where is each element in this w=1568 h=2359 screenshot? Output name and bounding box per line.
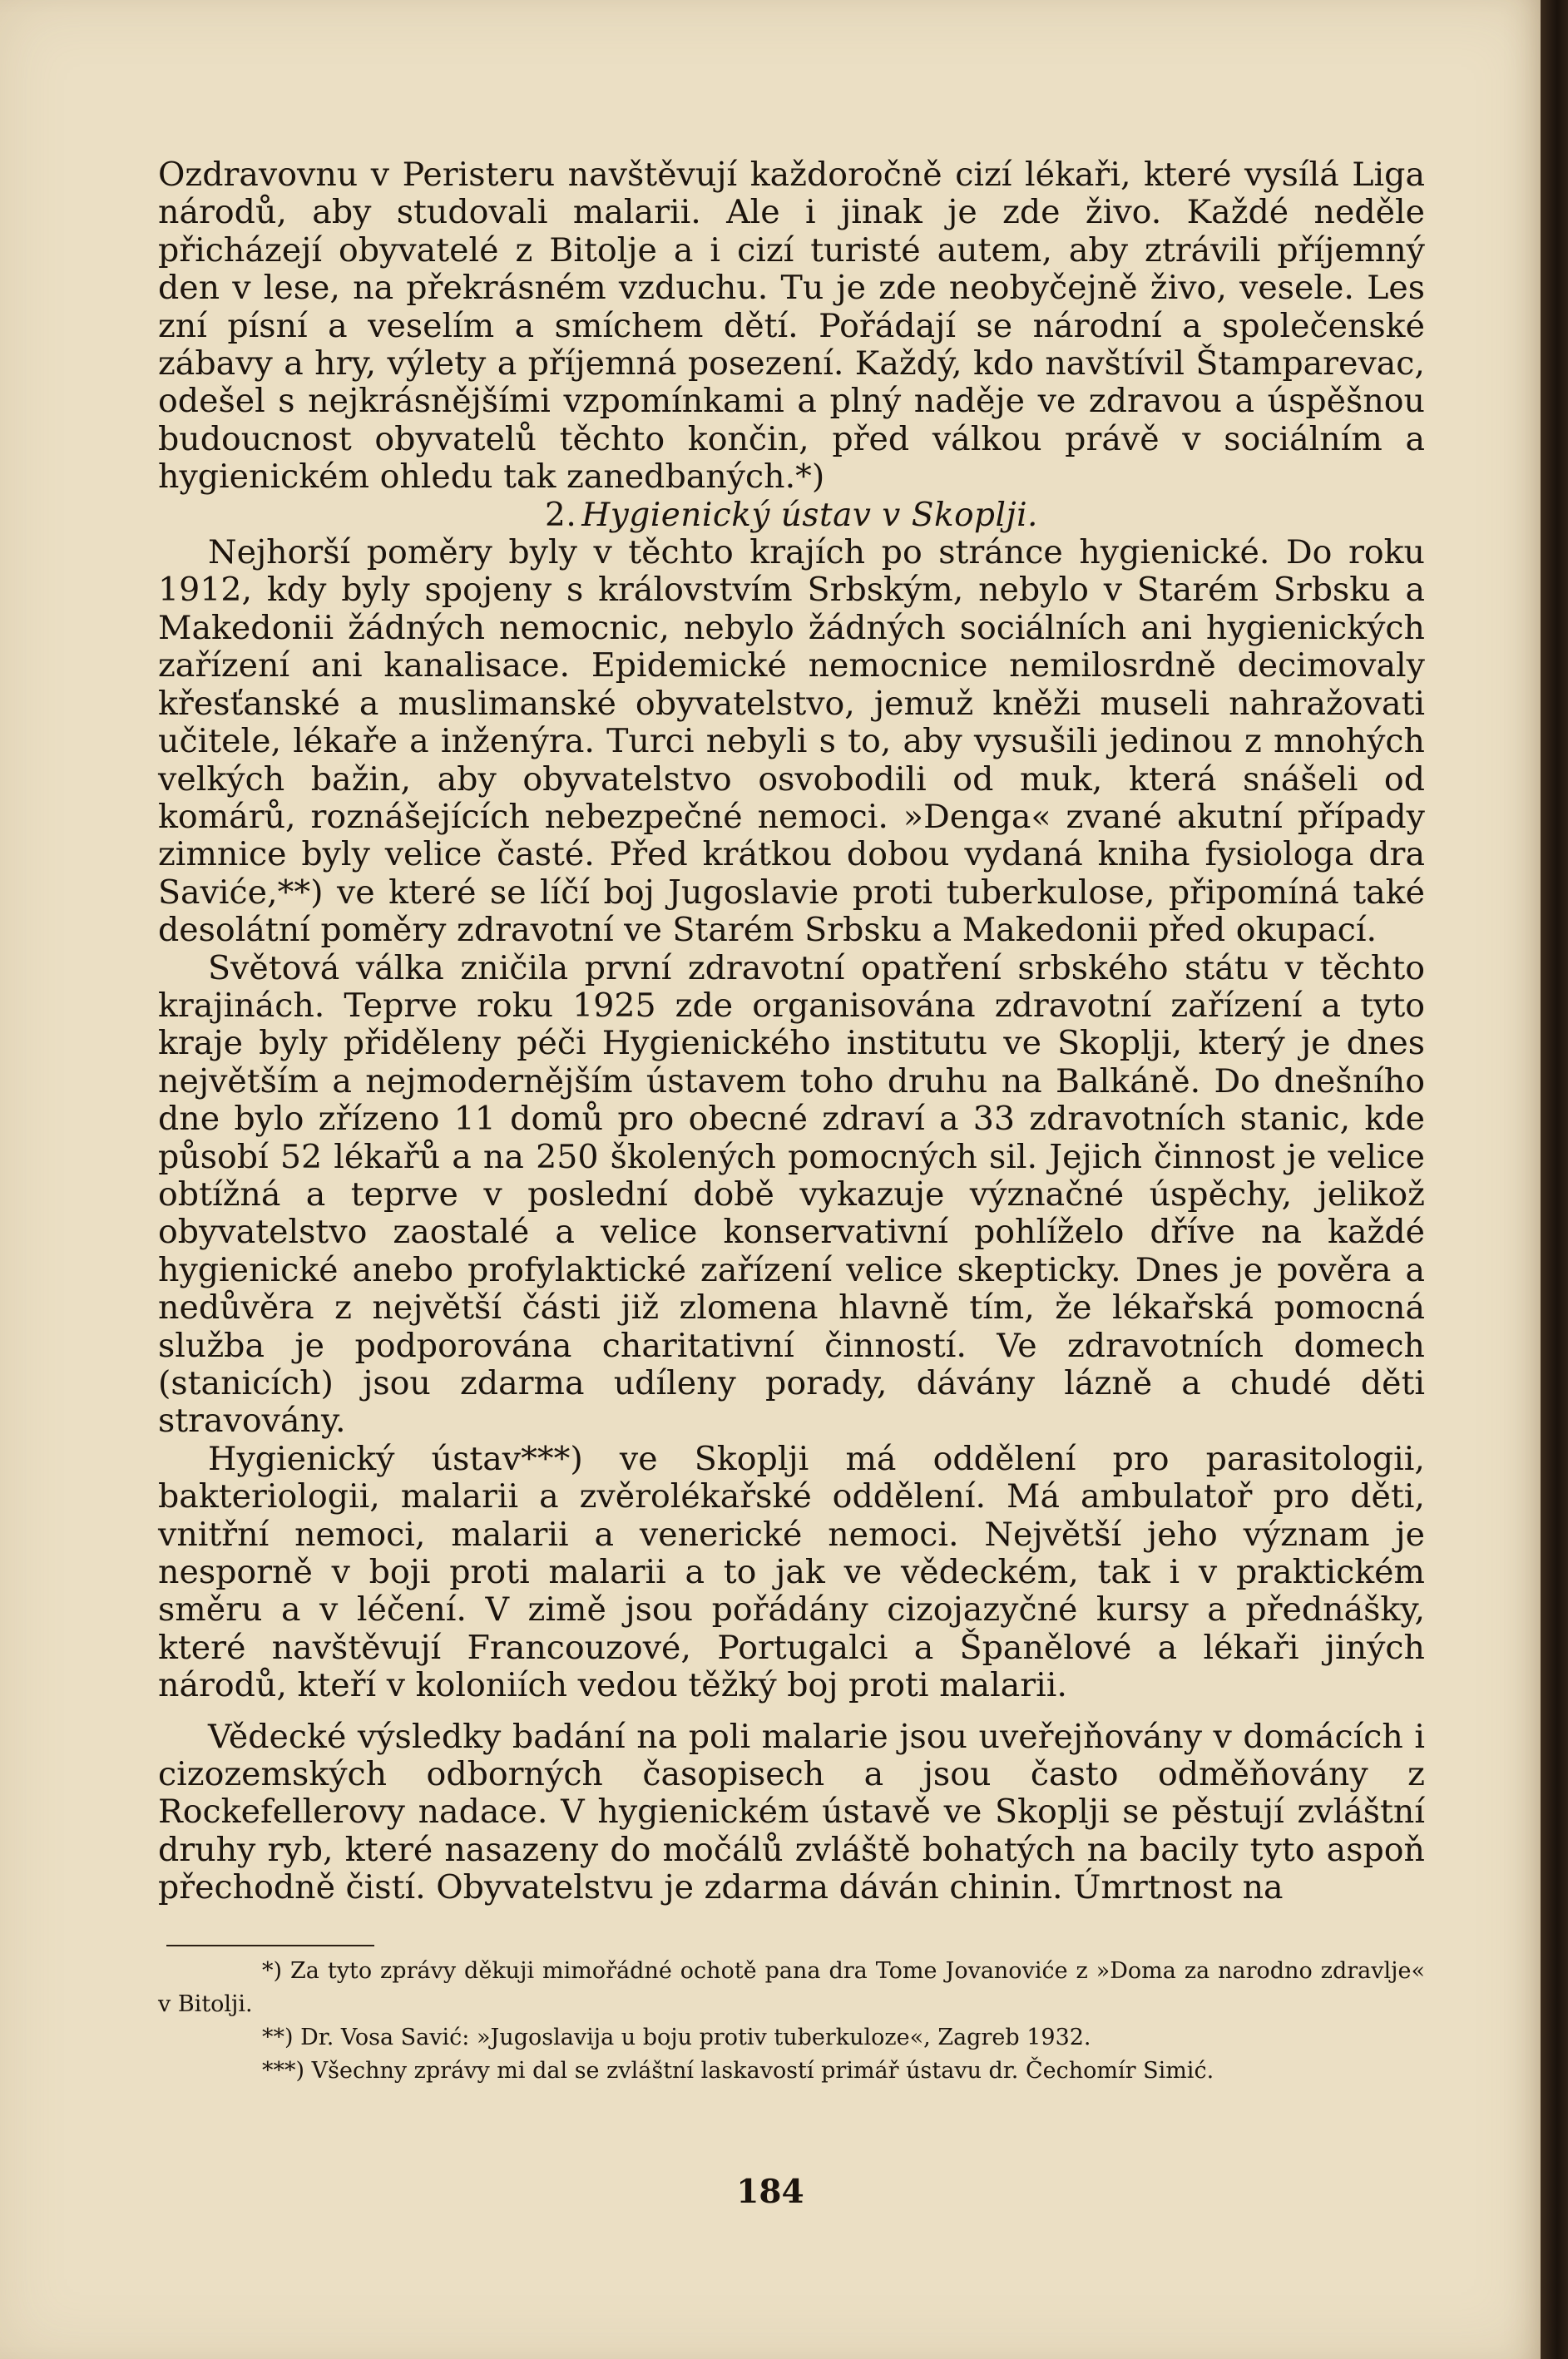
footnote-divider [166,1945,374,1946]
paragraph-5: Vědecké výsledky badání na poli malarie jsou uveřejňovány v domácích i cizozemských odborných časopisech a jsou často odměňovány z Rockefellerovy nadace. V hygienickém ústavě ve Skoplji se pěstují zvláštní druhy ryb, které nasazeny do močálů zvláště bohatých na bacily tyto aspoň přechodně čistí. Obyvatelstvu je zdarma dáván chinin. Úmrtnost na [158,1717,1425,1907]
section-title: Hygienický ústav v Skoplji. [581,496,1038,534]
paragraph-1: Ozdravovnu v Peristeru navštěvují každoročně cizí lékaři, které vysílá Liga národů, aby studovali malarii. Ale i jinak je zde živo. Každé neděle přicházejí obyvatelé z Bitolje a i cizí turisté autem, aby ztrávili příjemný den v lese, na překrásném vzduchu. Tu je zde neobyčejně živo, vesele. Les zní písní a veselím a smíchem dětí. Pořádají se národní a společenské zábavy a hry, výlety a příjemná posezení. Každý, kdo navštívil Štamparevac, odešel s nejkrásnějšími vzpomínkami a plný naděje ve zdravou a úspěšnou budoucnost obyvatelů těchto končin, před válkou právě v sociálním a hygienickém ohledu tak zanedbaných.*) [158,156,1425,497]
section-number: 2. [545,496,577,534]
footnote-3: ***) Všechny zprávy mi dal se zvláštní laskavostí primář ústavu dr. Čechomír Simić. [262,2058,1214,2084]
book-spine-edge [1541,0,1568,2359]
paragraph-4: Hygienický ústav***) ve Skoplji má oddělení pro parasitologii, bakteriologii, malarii a zvěrolékařské oddělení. Má ambulatoř pro děti, vnitřní nemoci, malarii a venerické nemoci. Největší jeho význam je nesporně v boji proti malarii a to jak ve vědeckém, tak i v praktickém směru a v léčení. V zimě jsou pořádány cizojazyčné kursy a přednášky, které navštěvují Francouzové, Portugalci a Španělové a lékaři jiných národů, kteří v koloniích vedou těžký boj proti malarii. [158,1439,1425,1705]
footnote-1: *) Za tyto zprávy děkuji mimořádné ochotě pana dra Tome Jovanoviće z »Doma za narodno zdravlje« v Bitolji. [158,1958,1425,2017]
footnote-2: **) Dr. Vosa Savić: »Jugoslavija u boju protiv tuberkuloze«, Zagreb 1932. [262,2025,1091,2050]
body-text [158,156,1425,1907]
paragraph-2: Nejhorší poměry byly v těchto krajích po stránce hygienické. Do roku 1912, kdy byly spojeny s královstvím Srbským, nebylo v Starém Srbsku a Makedonii žádných nemocnic, nebylo žádných sociálních ani hygienických zařízení ani kanalisace. Epidemické nemocnice nemilosrdně decimovaly křesťanské a muslimanské obyvatelstvo, jemuž kněži museli nahražovati učitele, lékaře a inženýra. Turci nebyli s to, aby vysušili jedinou z mnohých velkých bažin, aby obyvatelstvo osvobodili od muk, která snášeli od komárů, roznášejících nebezpečné nemoci. »Denga« zvané akutní případy zimnice byly velice časté. Před krátkou dobou vydaná kniha fysiologa dra Saviće,**) ve které se líčí boj Jugoslavie proti tuberkulose, připomíná také desolátní poměry zdravotní ve Starém Srbsku a Makedonii před okupací. [158,533,1425,950]
paragraph-3: Světová válka zničila první zdravotní opatření srbského státu v těchto krajinách. Teprve roku 1925 zde organisována zdravotní zařízení a tyto kraje byly přiděleny péči Hygienického institutu ve Skoplji, který je dnes největším a nejmodernějším ústavem toho druhu na Balkáně. Do dnešního dne bylo zřízeno 11 domů pro obecné zdraví a 33 zdravotních stanic, kde působí 52 lékařů a na 250 školených pomocných sil. Jejich činnost je velice obtížná a teprve v poslední době vykazuje význačné úspěchy, jelikož obyvatelstvo zaostalé a velice konservativní pohlíželo dříve na každé hygienické anebo profylaktické zařízení velice skepticky. Dnes je pověra a nedůvěra z největší části již zlomena hlavně tím, že lékařská pomocná služba je podporována charitativní činností. Ve zdravotních domech (stanicích) jsou zdarma udíleny porady, dávány lázně a chudé děti stravovány. [158,948,1425,1441]
section-heading [158,497,1425,534]
paragraph-gap [158,1705,1425,1719]
page-number: 184 [736,2173,804,2211]
footnotes [158,1955,1425,2088]
